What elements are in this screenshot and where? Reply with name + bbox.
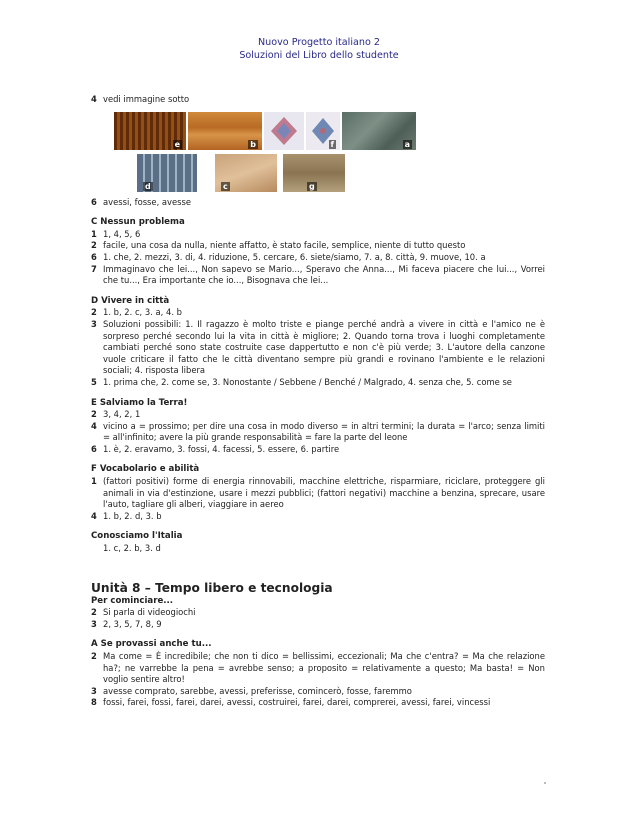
wall-texture-icon xyxy=(283,154,345,192)
item-4-intro xyxy=(91,94,545,106)
tile-pattern-icon xyxy=(264,112,304,150)
list-item xyxy=(91,697,545,709)
item-6-intro xyxy=(91,197,545,209)
image-label: b xyxy=(250,139,256,149)
item-text: Immaginavo che lei..., Non sapevo se Mario..., Speravo che Anna..., Mi faceva piacere che lui..., Vorrei che tu..., Era importante che io..., Bisognava che lei... xyxy=(103,263,545,286)
page-marker xyxy=(544,782,546,784)
list-item xyxy=(91,607,545,619)
item-text: Soluzioni possibili: 1. Il ragazzo è molto triste e piange perché andrà a vivere in città e l'amico ne è sorpreso perché secondo lui la vita in città è migliore; 2. Quando torna trova i luoghi completamente cambiati perché sono state costruite case dappertutto e non c'è più verde; 3. L'autore della canzone vuole criticare il fatto che le città diventano sempre più grandi e rovinano l'ambiente e le relazioni sociali; 4. risposta libera xyxy=(103,318,545,376)
page-content xyxy=(91,94,545,709)
item-number: 6 xyxy=(91,443,97,454)
item-text: 1. che, 2. mezzi, 3. di, 4. riduzione, 5. cercare, 6. siete/siamo, 7. a, 8. città, 9. muove, 10. a xyxy=(103,251,486,262)
list-item xyxy=(91,319,545,377)
list-item xyxy=(91,229,545,241)
list-item xyxy=(91,377,545,389)
list-item xyxy=(91,686,545,698)
image-label: e xyxy=(174,139,180,149)
item-number xyxy=(91,543,103,555)
item-text: Si parla di videogiochi xyxy=(103,607,196,618)
rope-texture-icon xyxy=(114,112,186,150)
item-number: 8 xyxy=(91,697,97,708)
list-item xyxy=(91,421,545,444)
section-title: D Vivere in città xyxy=(91,295,170,306)
stone-texture-icon xyxy=(342,112,416,150)
item-text: 1, 4, 5, 6 xyxy=(103,228,141,239)
glass-building-icon xyxy=(137,154,197,192)
list-item xyxy=(91,651,545,686)
item-text: vicino a = prossimo; per dire una cosa in modo diverso = in altri termini; la durata = l'arco; senza limiti = all'infinito; avere la più grande responsabilità = fare la parte del leone xyxy=(103,420,545,443)
list-item xyxy=(91,307,545,319)
list-item xyxy=(91,511,545,523)
item-number: 7 xyxy=(91,263,97,274)
section-title: E Salviamo la Terra! xyxy=(91,397,188,408)
item-text: Ma come = È incredibile; che non ti dico = bellissimi, eccezionali; Ma che c'entra? = Ma che relazione ha?; ne varrebbe la pena = avrebbe senso; a proposito = relativamente a questo; Ma basta! = Non voglio sentire altro! xyxy=(103,651,545,685)
item-number: 2 xyxy=(91,409,97,420)
item-text: 1. b, 2. c, 3. a, 4. b xyxy=(103,307,182,318)
item-number: 4 xyxy=(91,94,97,104)
item-text: 2, 3, 5, 7, 8, 9 xyxy=(103,618,162,629)
item-number: 5 xyxy=(91,376,97,387)
list-item xyxy=(91,240,545,252)
image-label: c xyxy=(223,181,228,191)
item-text: facile, una cosa da nulla, niente affatto, è stato facile, semplice, niente di tutto questo xyxy=(103,240,466,251)
list-item xyxy=(91,409,545,421)
item-number: 1 xyxy=(91,228,97,239)
section-title: C Nessun problema xyxy=(91,217,185,228)
item-text: (fattori positivi) forme di energia rinnovabili, macchine elettriche, risparmiare, riciclare, proteggere gli animali in via d'estinzione, usare i mezzi pubblici; (fattori negativi) macchine a benzina, sprecare, usare l'auto, tagliare gli alberi, viaggiare in aereo xyxy=(103,476,545,510)
item-text: 1. è, 2. eravamo, 3. fossi, 4. facessi, 5. essere, 6. partire xyxy=(103,443,340,454)
item-number: 3 xyxy=(91,618,97,629)
section-title: F Vocabolario e abilità xyxy=(91,464,200,475)
list-item xyxy=(91,264,545,287)
section-title: Conosciamo l'Italia xyxy=(91,531,183,542)
unit-title: Unità 8 – Tempo libero e tecnologia xyxy=(91,580,333,595)
image-grid xyxy=(114,112,416,193)
item-number: 2 xyxy=(91,307,97,318)
ceramic-tile-icon xyxy=(264,112,304,150)
list-item xyxy=(91,476,545,511)
item-text: avessi, fosse, avesse xyxy=(103,196,192,207)
item-number: 6 xyxy=(91,251,97,262)
item-number: 1 xyxy=(91,476,97,487)
wood-texture-icon xyxy=(188,112,262,150)
item-number: 3 xyxy=(91,318,97,329)
item-number: 2 xyxy=(91,651,97,661)
item-number: 4 xyxy=(91,510,97,521)
header-book-title: Nuovo Progetto italiano 2 xyxy=(258,37,380,48)
page-header xyxy=(0,36,638,62)
item-number: 3 xyxy=(91,685,97,696)
item-text: 3, 4, 2, 1 xyxy=(103,409,141,420)
item-text: avesse comprato, sarebbe, avessi, preferisse, comincerò, fosse, faremmo xyxy=(103,685,412,696)
section-title: A Se provassi anche tu... xyxy=(91,639,212,650)
item-text: vedi immagine sotto xyxy=(103,94,190,104)
list-item xyxy=(91,619,545,631)
item-text: 1. c, 2. b, 3. d xyxy=(103,543,161,554)
item-number: 4 xyxy=(91,420,97,431)
item-number: 2 xyxy=(91,240,97,251)
list-item xyxy=(91,543,545,555)
ceramic-tile-icon xyxy=(306,112,340,150)
item-number: 2 xyxy=(91,607,97,618)
item-text: 1. prima che, 2. come se, 3. Nonostante / Sebbene / Benché / Malgrado, 4. senza che, 5. come se xyxy=(103,376,512,387)
unit-subtitle: Per cominciare... xyxy=(91,595,174,606)
sand-texture-icon xyxy=(215,154,277,192)
item-number: 6 xyxy=(91,196,97,207)
item-text: 1. b, 2. d, 3. b xyxy=(103,510,162,521)
header-subtitle: Soluzioni del Libro dello studente xyxy=(239,50,399,61)
image-label: f xyxy=(330,139,334,149)
image-label: a xyxy=(404,139,410,149)
image-label: d xyxy=(145,181,151,191)
list-item xyxy=(91,444,545,456)
item-text: fossi, farei, fossi, farei, darei, avessi, costruirei, farei, darei, comprerei, avessi, farei, vincessi xyxy=(103,697,491,708)
list-item xyxy=(91,252,545,264)
image-label: g xyxy=(309,181,315,191)
